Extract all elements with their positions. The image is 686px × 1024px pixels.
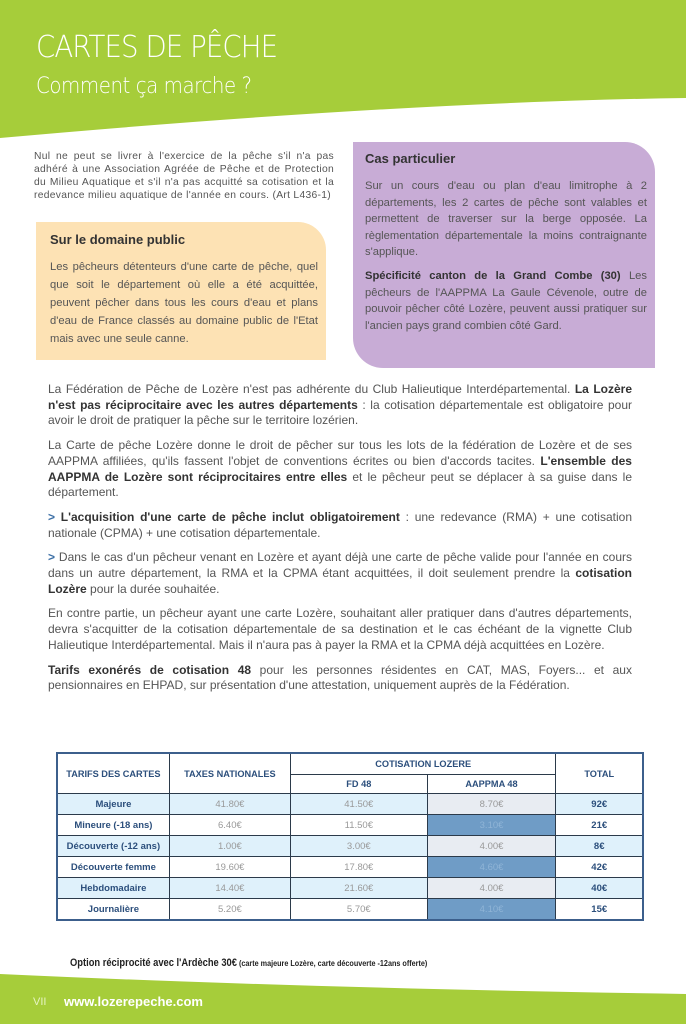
- main-text: [48, 382, 632, 703]
- paragraph-6: [48, 663, 632, 694]
- specificite-title: Spécificité canton de la Grand Combe (30): [365, 270, 621, 282]
- cell-taxes: 1.00€: [169, 836, 290, 857]
- paragraph-5: En contre partie, un pêcheur ayant une carte Lozère, souhaitant aller pratiquer dans d'autres départements, devra s'acquitter de la cotisation départementale de sa destination et le cas échéant de la vignette Club Halieutique Interdépartemental. Mais il n'aura pas à payer la RMA et la CPMA déjà acquittées en Lozère.: [48, 606, 632, 652]
- cell-fd: 5.70€: [290, 899, 427, 921]
- p4-text: Dans le cas d'un pêcheur venant en Lozère et ayant déjà une carte de pêche valide pour l'année en cours dans un autre département, la RMA et la CPMA étant acquittées, il doit seulement prendre la: [48, 550, 632, 581]
- cell-taxes: 41.80€: [169, 794, 290, 815]
- header-band: [0, 0, 686, 140]
- domaine-public-text: Les pêcheurs détenteurs d'une carte de pêche, quel que soit le département où elle a été acquittée, peuvent pêcher dans tous les cours d'eau et plans d'eau de France classés au domaine public de l'Etat mais avec une seule canne.: [50, 261, 318, 345]
- option-note: (carte majeure Lozère, carte découverte -12ans offerte): [236, 958, 428, 968]
- cell-taxes: 14.40€: [169, 878, 290, 899]
- table-row: [57, 857, 643, 878]
- table-row: [57, 815, 643, 836]
- p2-text: La Carte de pêche Lozère donne le droit de pêcher sur tous les lots de la fédération de Lozère et de ses AAPPMA affiliées, qu'ils fassent l'objet de conventions écrites ou bien d'accords tacites.: [48, 438, 632, 468]
- cell-total: 8€: [556, 836, 643, 857]
- cell-label: Découverte (-12 ans): [57, 836, 169, 857]
- p6-text: pour les personnes résidentes en CAT, MAS, Foyers... et aux pensionnaires en EHPAD, sur présentation d'une attestation, uniquement auprès de la Fédération.: [48, 662, 632, 693]
- header-taxes: TAXES NATIONALES: [169, 753, 290, 794]
- cell-fd: 41.50€: [290, 794, 427, 815]
- header-aappma: AAPPMA 48: [427, 775, 556, 794]
- table-row: [57, 899, 643, 921]
- cell-taxes: 6.40€: [169, 815, 290, 836]
- cell-label: Hebdomadaire: [57, 878, 169, 899]
- paragraph-4: [48, 550, 632, 597]
- website-link[interactable]: www.lozerepeche.com: [64, 994, 203, 1009]
- p4-bold: cotisation Lozère: [48, 566, 632, 596]
- cell-total: 40€: [556, 878, 643, 899]
- cell-aappma: 4.60€: [427, 857, 556, 878]
- cell-total: 21€: [556, 815, 643, 836]
- cas-particulier-text: Sur un cours d'eau ou plan d'eau limitrophe à 2 départements, les 2 cartes de pêche sont valables et permettent de traverser sur la berge opposée. La règlementation départementale la moins contraignante s'applique.: [365, 180, 647, 258]
- table-row: [57, 836, 643, 857]
- cell-total: 15€: [556, 899, 643, 921]
- p6-bold: Tarifs exonérés de cotisation 48: [48, 662, 252, 677]
- header-tarifs: TARIFS DES CARTES: [57, 753, 169, 794]
- cell-aappma: 4.00€: [427, 836, 556, 857]
- cell-aappma: 4.10€: [427, 899, 556, 921]
- cell-label: Mineure (-18 ans): [57, 815, 169, 836]
- page-number: VII: [33, 996, 47, 1008]
- p1-text-b: : la cotisation départementale est obligatoire pour avoir le droit de pratiquer la pêche sur le territoire lozérien.: [48, 397, 632, 428]
- cell-total: 92€: [556, 794, 643, 815]
- p1-text: La Fédération de Pêche de Lozère n'est pas adhérente du Club Halieutique Interdépartemental.: [48, 382, 571, 396]
- p3-bold: L'acquisition d'une carte de pêche inclut obligatoirement: [60, 509, 400, 524]
- specificite-paragraph: [365, 268, 647, 334]
- paragraph-3: [48, 510, 632, 541]
- table-row: [57, 878, 643, 899]
- option-bold: Option réciprocité avec l'Ardèche 30€: [70, 957, 237, 969]
- header-total: TOTAL: [556, 753, 643, 794]
- cell-taxes: 19.60€: [169, 857, 290, 878]
- cell-taxes: 5.20€: [169, 899, 290, 921]
- cell-label: Majeure: [57, 794, 169, 815]
- p2-text-b: et le pêcheur peut se déplacer à sa guise dans le département.: [48, 469, 632, 500]
- cell-fd: 21.60€: [290, 878, 427, 899]
- domaine-public-box: [36, 222, 326, 360]
- cell-aappma: 8.70€: [427, 794, 556, 815]
- tarifs-table: [56, 752, 644, 921]
- page-title: CARTES DE PÊCHE: [36, 30, 278, 65]
- cell-aappma: 3.10€: [427, 815, 556, 836]
- arrow-icon: >: [48, 550, 59, 565]
- cell-label: Journalière: [57, 899, 169, 921]
- header-fd: FD 48: [290, 775, 427, 794]
- arrow-icon: >: [48, 509, 61, 524]
- header-cotisation: COTISATION LOZERE: [290, 753, 555, 775]
- p4-text-b: pour la durée souhaitée.: [86, 581, 220, 596]
- p1-bold: La Lozère n'est pas réciprocitaire avec les autres départements: [48, 382, 633, 412]
- cas-particulier-box: [353, 142, 655, 368]
- p2-bold: L'ensemble des AAPPMA de Lozère sont réciprocitaires entre elles: [48, 453, 632, 484]
- page-subtitle: Comment ça marche ?: [36, 74, 252, 99]
- cell-aappma: 4.00€: [427, 878, 556, 899]
- p3-text: : une redevance (RMA) + une cotisation nationale (CPMA) + une cotisation départementale.: [48, 509, 632, 540]
- cas-particulier-title: Cas particulier: [365, 151, 456, 166]
- paragraph-1: [48, 382, 632, 429]
- paragraph-2: [48, 438, 632, 501]
- cell-label: Découverte femme: [57, 857, 169, 878]
- specificite-text: Les pêcheurs de l'AAPPMA La Gaule Cévenole, outre de pouvoir pêcher côté Lozère, peuvent aussi pratiquer sur l'ancien pays grand combien côté Gard.: [365, 270, 647, 332]
- cell-fd: 17.80€: [290, 857, 427, 878]
- cell-fd: 3.00€: [290, 836, 427, 857]
- table-row: [57, 794, 643, 815]
- domaine-public-title: Sur le domaine public: [50, 232, 186, 247]
- cell-fd: 11.50€: [290, 815, 427, 836]
- intro-text: Nul ne peut se livrer à l'exercice de la pêche s'il n'a pas adhéré à une Association Agréée de Pêche et de Protection du Milieu Aquatique et s'il n'a pas acquitté sa cotisation et la redevance milieu aquatique de l'année en cours. (Art L436-1): [34, 151, 334, 201]
- cell-total: 42€: [556, 857, 643, 878]
